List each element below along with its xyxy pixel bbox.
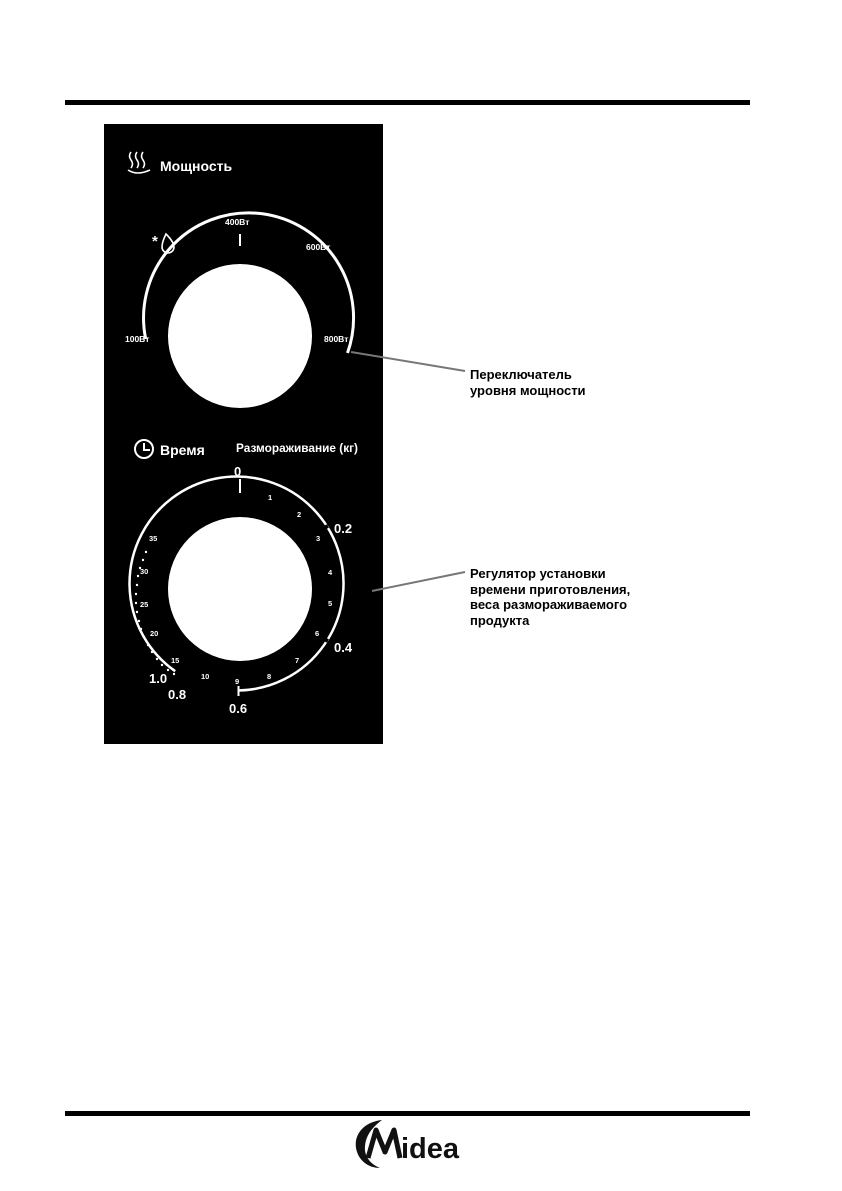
control-panel bbox=[104, 124, 383, 744]
minute-label-1: 1 bbox=[268, 493, 273, 502]
timer-callout bbox=[470, 566, 630, 628]
minute-label-7: 7 bbox=[295, 656, 300, 665]
minute-label-15: 15 bbox=[171, 656, 180, 665]
power-label-600: 600Вт bbox=[306, 242, 331, 252]
timer-callout-line-1: Регулятор установки bbox=[470, 566, 606, 581]
minute-label-3: 3 bbox=[316, 534, 321, 543]
minute-label-30: 30 bbox=[140, 567, 149, 576]
timer-callout-line-2: времени приготовления, bbox=[470, 581, 631, 597]
weight-label-0.2: 0.2 bbox=[334, 521, 353, 536]
minute-label-10: 10 bbox=[201, 672, 210, 681]
power-knob[interactable] bbox=[168, 264, 312, 408]
power-title: Мощность bbox=[160, 158, 233, 174]
clock-icon bbox=[135, 440, 153, 458]
minute-label-4: 4 bbox=[328, 568, 333, 577]
timer-callout-line-4: продукта bbox=[470, 612, 530, 628]
weight-label-0.6: 0.6 bbox=[229, 701, 248, 716]
power-label-800: 800Вт bbox=[324, 334, 349, 344]
timer-leader-line bbox=[372, 572, 465, 591]
weight-label-1.0: 1.0 bbox=[149, 671, 168, 686]
minute-label-2: 2 bbox=[297, 510, 302, 519]
minute-label-5: 5 bbox=[328, 599, 333, 608]
steam-icon bbox=[128, 152, 150, 173]
minute-label-6: 6 bbox=[315, 629, 320, 638]
minute-label-9: 9 bbox=[235, 677, 240, 686]
midea-logo bbox=[352, 1116, 482, 1172]
control-panel-graphic bbox=[104, 124, 383, 744]
defrost-star: * bbox=[152, 233, 158, 250]
midea-logo-wordmark: idea bbox=[401, 1133, 460, 1165]
timer-callout-line-3: веса размораживаемого bbox=[470, 597, 628, 612]
timer-scale-gaps bbox=[318, 526, 328, 641]
minute-label-20: 20 bbox=[150, 629, 159, 638]
power-label-400: 400Вт bbox=[225, 217, 250, 227]
defrost-title: Размораживание (кг) bbox=[236, 441, 358, 455]
power-callout bbox=[470, 367, 586, 398]
power-callout-line-2: уровня мощности bbox=[470, 382, 586, 398]
minute-label-35: 35 bbox=[149, 534, 158, 543]
minute-label-0: 0 bbox=[234, 464, 242, 479]
weight-label-0.4: 0.4 bbox=[334, 640, 353, 655]
timer-knob[interactable] bbox=[168, 517, 312, 661]
weight-label-0.8: 0.8 bbox=[168, 687, 187, 702]
minute-label-25: 25 bbox=[140, 600, 149, 609]
power-callout-line-1: Переключатель bbox=[470, 367, 572, 382]
midea-logo-swoosh bbox=[356, 1120, 382, 1168]
timer-title: Время bbox=[160, 442, 205, 458]
power-label-100: 100Вт bbox=[125, 334, 150, 344]
top-rule bbox=[65, 100, 750, 105]
minute-label-8: 8 bbox=[267, 672, 272, 681]
